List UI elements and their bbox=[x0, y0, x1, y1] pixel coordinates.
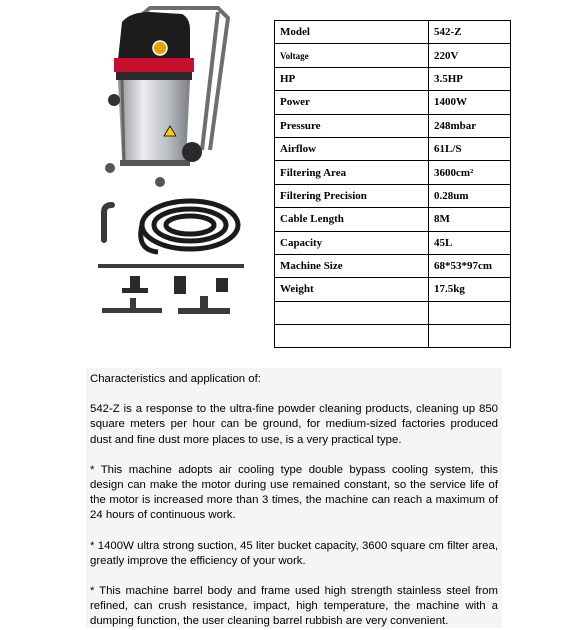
spec-row bbox=[275, 231, 511, 254]
spec-row bbox=[275, 184, 511, 207]
logo-badge bbox=[153, 41, 167, 55]
spec-value: 45L bbox=[429, 231, 511, 254]
spec-row bbox=[275, 254, 511, 277]
wheel bbox=[105, 163, 115, 173]
red-band bbox=[114, 58, 194, 72]
spec-value: 3.5HP bbox=[429, 67, 511, 90]
spec-label: Pressure bbox=[275, 114, 429, 137]
spec-row bbox=[275, 44, 511, 67]
spec-value: 3600cm² bbox=[429, 161, 511, 184]
spec-row bbox=[275, 301, 511, 324]
description-paragraph: * 1400W ultra strong suction, 45 liter bucket capacity, 3600 square cm filter area, greatly improve the efficiency of your work. bbox=[90, 539, 498, 567]
spec-row bbox=[275, 91, 511, 114]
extension-tube bbox=[98, 264, 244, 268]
bent-wand bbox=[104, 205, 112, 240]
spec-label: Power bbox=[275, 91, 429, 114]
spec-table bbox=[274, 20, 511, 348]
spec-label: Machine Size bbox=[275, 254, 429, 277]
spec-row bbox=[275, 137, 511, 160]
spec-label: Capacity bbox=[275, 231, 429, 254]
spec-row bbox=[275, 325, 511, 348]
spec-value: 248mbar bbox=[429, 114, 511, 137]
spec-value: 542-Z bbox=[429, 21, 511, 44]
spec-value bbox=[429, 301, 511, 324]
spec-label: HP bbox=[275, 67, 429, 90]
spec-value: 220V bbox=[429, 44, 511, 67]
spec-label: Voltage bbox=[275, 44, 429, 67]
spec-row bbox=[275, 278, 511, 301]
spec-row bbox=[275, 21, 511, 44]
spec-value: 68*53*97cm bbox=[429, 254, 511, 277]
description-paragraph: * This machine barrel body and frame used high strength stainless steel from refined, can crush resistance, impact, high temperature, the machine with a dumping function, the user cleaning barrel rubbish are very convenient. bbox=[90, 585, 498, 628]
wheel bbox=[182, 142, 202, 162]
spec-row bbox=[275, 161, 511, 184]
description-paragraph: 542-Z is a response to the ultra-fine powder cleaning products, cleaning up 850 square meters per hour can be ground, for medium-sized factories produced dust and fine dust more places to use, is a very practical type. bbox=[90, 403, 498, 446]
wheel bbox=[155, 177, 165, 187]
spec-value: 8M bbox=[429, 208, 511, 231]
spec-value bbox=[429, 325, 511, 348]
spec-label: Model bbox=[275, 21, 429, 44]
steel-barrel bbox=[118, 80, 190, 165]
spec-label bbox=[275, 325, 429, 348]
spec-label: Weight bbox=[275, 278, 429, 301]
spec-row bbox=[275, 67, 511, 90]
description-heading: Characteristics and application of: bbox=[90, 373, 261, 385]
product-image bbox=[90, 0, 270, 330]
spec-label: Filtering Precision bbox=[275, 184, 429, 207]
spec-row bbox=[275, 114, 511, 137]
spec-value: 17.5kg bbox=[429, 278, 511, 301]
description-paragraph: * This machine adopts air cooling type double bypass cooling system, this design can make the motor during use remained constant, so the service life of the motor is increased more than 3 times, the machine can reach a maximum of 24 hours of continuous work. bbox=[90, 463, 498, 522]
spec-label: Cable Length bbox=[275, 208, 429, 231]
crevice-nozzle bbox=[174, 276, 186, 294]
spec-label: Filtering Area bbox=[275, 161, 429, 184]
spec-label bbox=[275, 301, 429, 324]
spec-value: 61L/S bbox=[429, 137, 511, 160]
spec-value: 0.28um bbox=[429, 184, 511, 207]
spec-label: Airflow bbox=[275, 137, 429, 160]
spec-value: 1400W bbox=[429, 91, 511, 114]
hose bbox=[141, 201, 238, 252]
description-panel bbox=[86, 368, 502, 628]
spec-row bbox=[275, 208, 511, 231]
